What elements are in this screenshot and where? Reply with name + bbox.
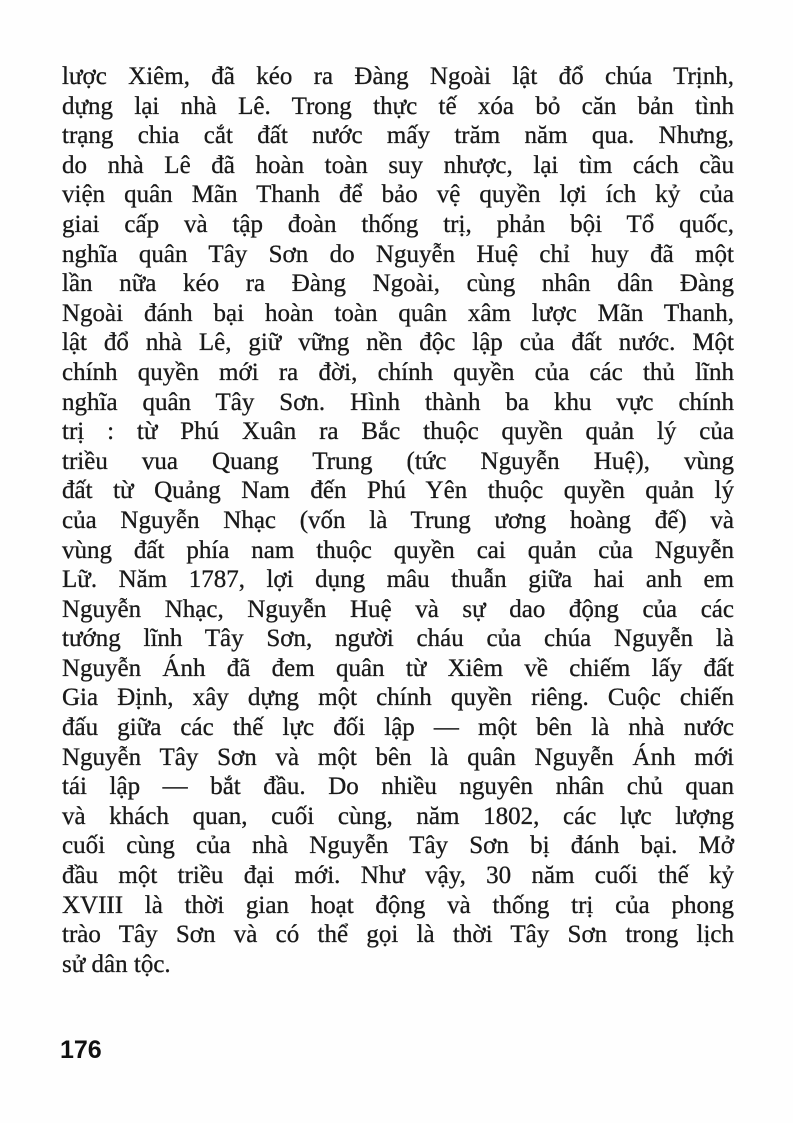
text-line: lần nữa kéo ra Đàng Ngoài, cùng nhân dân Đàng bbox=[62, 270, 734, 298]
text-line: nghĩa quân Tây Sơn. Hình thành ba khu vực chính bbox=[62, 388, 734, 416]
text-line: trạng chia cắt đất nước mấy trăm năm qua. Nhưng, bbox=[62, 122, 734, 150]
text-line: trào Tây Sơn và có thể gọi là thời Tây Sơn trong lịch bbox=[62, 921, 734, 949]
text-line: lược Xiêm, đã kéo ra Đàng Ngoài lật đổ chúa Trịnh, bbox=[62, 63, 734, 90]
text-line: cuối cùng của nhà Nguyễn Tây Sơn bị đánh bại. Mở bbox=[62, 832, 734, 860]
text-line: tướng lĩnh Tây Sơn, người cháu của chúa Nguyễn là bbox=[62, 625, 734, 653]
text-line: giai cấp và tập đoàn thống trị, phản bội Tổ quốc, bbox=[62, 210, 734, 238]
page-number: 176 bbox=[60, 1036, 102, 1064]
text-line: đất từ Quảng Nam đến Phú Yên thuộc quyền quản lý bbox=[62, 477, 734, 505]
text-line: và khách quan, cuối cùng, năm 1802, các lực lượng bbox=[62, 802, 734, 830]
text-line: của Nguyễn Nhạc (vốn là Trung ương hoàng đế) và bbox=[62, 506, 734, 534]
text-line: đấu giữa các thế lực đối lập — một bên là nhà nước bbox=[62, 714, 734, 742]
text-line: Nguyễn Nhạc, Nguyễn Huệ và sự dao động của các bbox=[62, 595, 734, 623]
text-line: trị : từ Phú Xuân ra Bắc thuộc quyền quản lý của bbox=[62, 418, 734, 446]
text-line: Nguyễn Ánh đã đem quân từ Xiêm về chiếm lấy đất bbox=[62, 654, 734, 682]
text-line: đầu một triều đại mới. Như vậy, 30 năm cuối thế kỷ bbox=[62, 862, 734, 890]
text-line: Lữ. Năm 1787, lợi dụng mâu thuẫn giữa hai anh em bbox=[62, 566, 734, 594]
text-line: viện quân Mãn Thanh để bảo vệ quyền lợi ích kỷ của bbox=[62, 181, 734, 209]
text-line: do nhà Lê đã hoàn toàn suy nhược, lại tìm cách cầu bbox=[62, 151, 734, 179]
body-text bbox=[62, 62, 734, 979]
text-line: XVIII là thời gian hoạt động và thống trị của phong bbox=[62, 891, 734, 919]
text-line: triều vua Quang Trung (tức Nguyễn Huệ), vùng bbox=[62, 447, 734, 475]
text-line: tái lập — bắt đầu. Do nhiều nguyên nhân chủ quan bbox=[62, 773, 734, 801]
text-line: nghĩa quân Tây Sơn do Nguyễn Huệ chỉ huy đã một bbox=[62, 240, 734, 268]
text-line: lật đổ nhà Lê, giữ vững nền độc lập của đất nước. Một bbox=[62, 329, 734, 357]
text-line: chính quyền mới ra đời, chính quyền của các thủ lĩnh bbox=[62, 358, 734, 386]
text-line: dựng lại nhà Lê. Trong thực tế xóa bỏ căn bản tình bbox=[62, 92, 734, 120]
text-line: Ngoài đánh bại hoàn toàn quân xâm lược Mãn Thanh, bbox=[62, 299, 734, 327]
text-line: Nguyễn Tây Sơn và một bên là quân Nguyễn Ánh mới bbox=[62, 743, 734, 771]
text-line: Gia Định, xây dựng một chính quyền riêng. Cuộc chiến bbox=[62, 684, 734, 712]
text-line: sử dân tộc. bbox=[62, 950, 171, 978]
text-line: vùng đất phía nam thuộc quyền cai quản của Nguyễn bbox=[62, 536, 734, 564]
